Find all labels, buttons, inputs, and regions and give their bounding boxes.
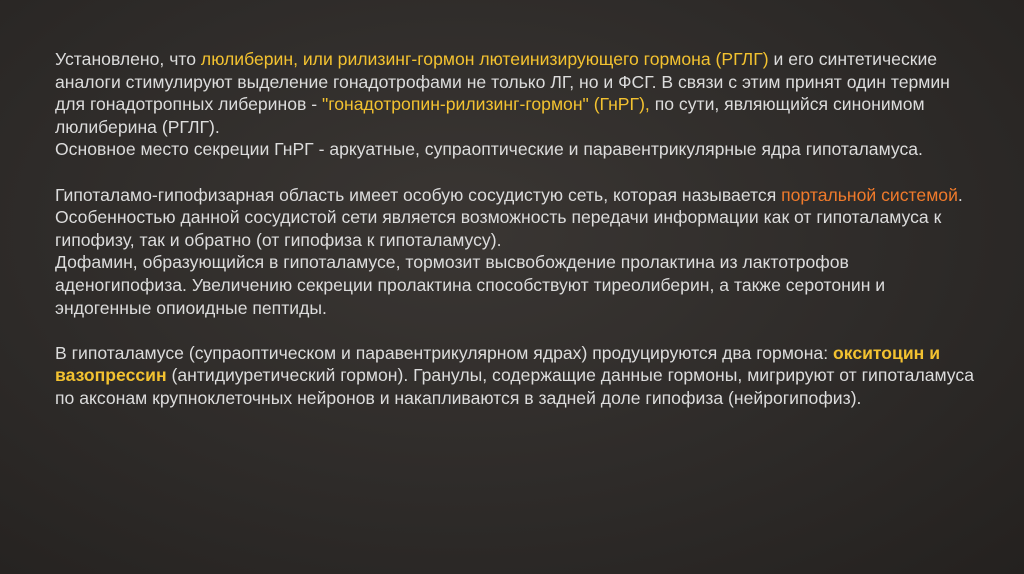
text-span: Дофамин, образующийся в гипоталамусе, тормозит высвобождение пролактина из лактотрофов аденогипофиза. Увеличению секреции пролактина способствуют тиреолиберин, а также серотонин и эндогенные опиоидные пептиды. (55, 252, 886, 318)
text-span: . Особенностью данной сосудистой сети является возможность передачи информации как от гипоталамуса к гипофизу, так и обратно (от гипофиза к гипоталамусу). (55, 184, 963, 250)
text-span: Гипоталамо-гипофизарная область имеет особую сосудистую сеть, которая называется (55, 184, 782, 205)
text-span: по сути, являющийся синонимом люлиберина (РГЛГ). (55, 94, 925, 137)
highlight-portal-system: портальной системой (781, 184, 958, 205)
paragraph-portal-system (55, 184, 975, 320)
paragraph-gnrh (55, 48, 975, 161)
text-span: Основное место секреции ГнРГ - аркуатные, супраоптические и паравентрикулярные ядра гипоталамуса. (55, 139, 923, 160)
text-span: В гипоталамусе (супраоптическом и паравентрикулярном ядрах) продуцируются два гормона: (55, 342, 833, 363)
text-span: (антидиуретический гормон). Гранулы, содержащие данные гормоны, мигрируют от гипоталамуса по аксонам крупноклеточных нейронов и накапливаются в задней доле гипофиза (нейрогипофиз). (55, 365, 974, 408)
paragraph-spacer (55, 161, 975, 184)
highlight-luliberin: люлиберин, или рилизинг-гормон лютеинизирующего гормона (РГЛГ) (200, 49, 769, 69)
text-span: и его синтетические аналоги стимулируют выделение гонадотрофами не только ЛГ, но и ФСГ. В связи с этим принят один термин для гонадотропных либеринов - (55, 49, 950, 115)
paragraph-oxytocin (55, 342, 975, 410)
slide-body (55, 48, 975, 410)
highlight-oxytocin-vasopressin: окситоцин и вазопрессин (55, 342, 941, 386)
paragraph-spacer (55, 319, 975, 342)
highlight-gnrh: "гонадотропин-рилизинг-гормон" (ГнРГ), (321, 94, 650, 115)
text-span: Установлено, что (55, 49, 201, 69)
